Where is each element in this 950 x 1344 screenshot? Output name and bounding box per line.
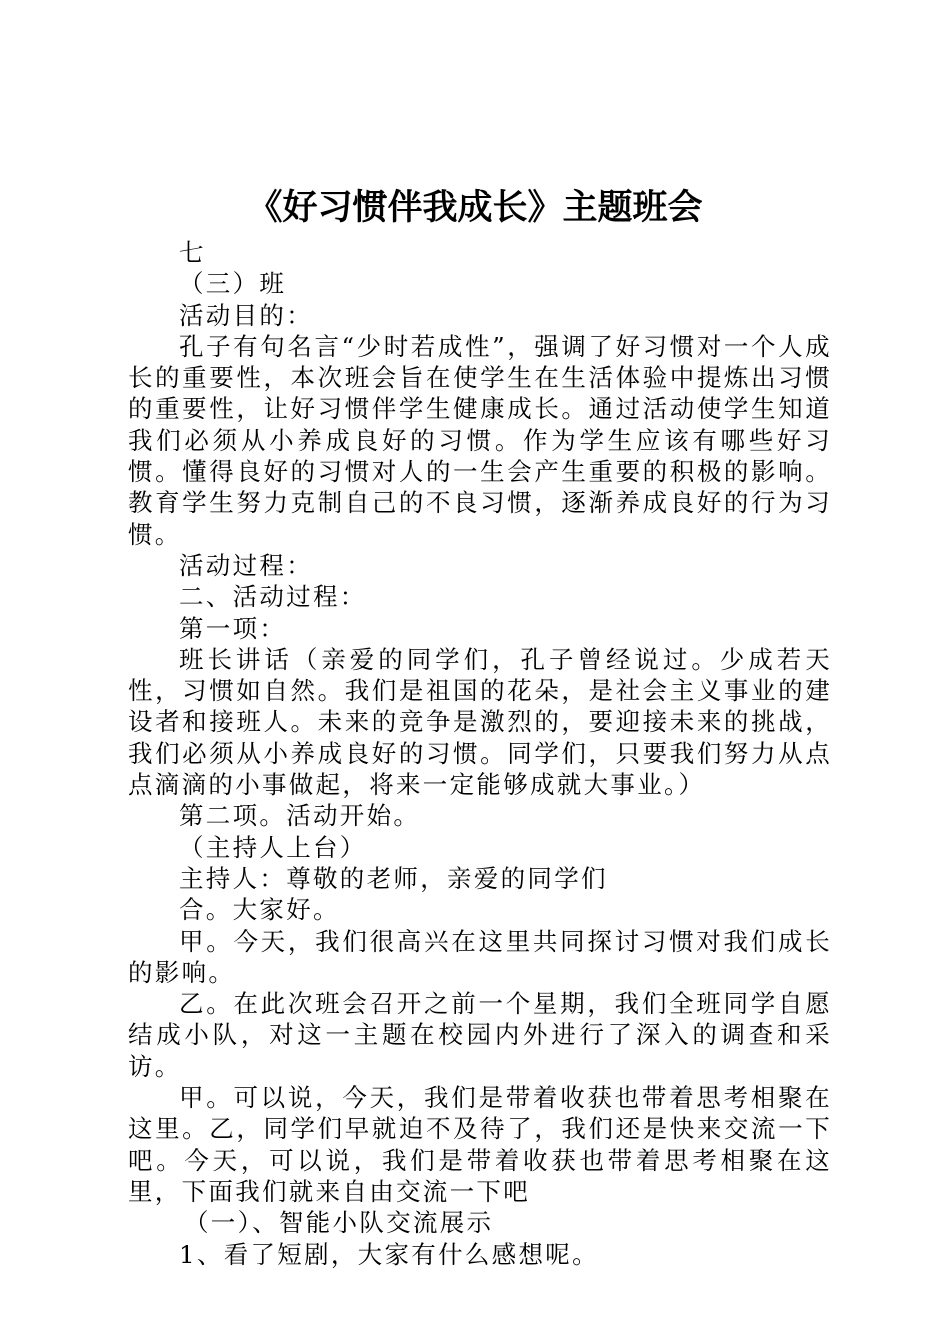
paragraph-grade: 七 bbox=[179, 238, 206, 267]
paragraph-section-one-heading: （一）、智能小队交流展示 bbox=[184, 1208, 494, 1238]
paragraph-process-subheading: 二、活动过程： bbox=[179, 582, 367, 612]
paragraph-class: （三）班 bbox=[179, 269, 287, 299]
paragraph-item-one-heading: 第一项： bbox=[179, 613, 287, 643]
paragraph-together-greeting: 合。大家好。 bbox=[179, 895, 340, 925]
paragraph-host-onstage: （主持人上台） bbox=[179, 832, 367, 862]
paragraph-purpose-body: 孔子有句名言“少时若成性”，强调了好习惯对一个人成长的重要性，本次班会旨在使学生在生活体验中提炼出习惯的重要性，让好习惯伴学生健康成长。通过活动使学生知道我们必须从小养成良好的习惯。作为学生应该有哪些好习惯。懂得良好的习惯对人的一生会产生重要的积极的影响。教育学生努力克制自己的不良习惯，逐渐养成良好的行为习惯。 bbox=[128, 331, 832, 549]
paragraph-process-heading: 活动过程： bbox=[179, 550, 313, 580]
paragraph-purpose-heading: 活动目的： bbox=[179, 300, 313, 330]
paragraph-question-one: 1、看了短剧，大家有什么感想呢。 bbox=[179, 1239, 599, 1269]
paragraph-a-line-2: 甲。可以说，今天，我们是带着收获也带着思考相聚在这里。乙，同学们早就迫不及待了，我们还是快来交流一下吧。今天，可以说，我们是带着收获也带着思考相聚在这里，下面我们就来自由交流一下吧 bbox=[128, 1083, 832, 1206]
document-title: 《好习惯伴我成长》主题班会 bbox=[247, 187, 703, 228]
paragraph-host-greeting: 主持人：尊敬的老师，亲爱的同学们 bbox=[179, 863, 608, 893]
paragraph-b-line-1: 乙。在此次班会召开之前一个星期，我们全班同学自愿结成小队，对这一主题在校园内外进行了深入的调查和采访。 bbox=[128, 989, 832, 1081]
paragraph-monitor-speech: 班长讲话（亲爱的同学们，孔子曾经说过。少成若天性，习惯如自然。我们是祖国的花朵，是社会主义事业的建设者和接班人。未来的竞争是激烈的，要迎接未来的挑战，我们必须从小养成良好的习惯。同学们，只要我们努力从点点滴滴的小事做起，将来一定能够成就大事业。） bbox=[128, 644, 832, 800]
paragraph-item-two-heading: 第二项。活动开始。 bbox=[179, 801, 421, 831]
paragraph-a-line-1: 甲。今天，我们很高兴在这里共同探讨习惯对我们成长的影响。 bbox=[128, 926, 832, 987]
document-body bbox=[128, 237, 832, 1270]
